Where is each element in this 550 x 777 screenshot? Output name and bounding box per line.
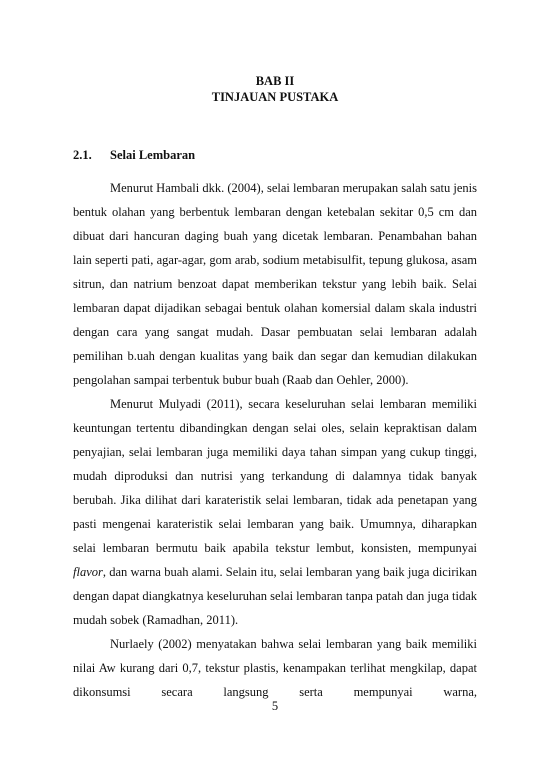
chapter-label: BAB II [255,74,295,88]
section-heading [73,147,195,163]
chapter-heading [0,73,550,105]
paragraph-text: Menurut Mulyadi (2011), secara keseluruhan selai lembaran memiliki keuntungan tertentu dibandingkan dengan selai oles, selain kepraktisan dalam penyajian, selai lembaran juga memiliki daya tahan simpan yang cukup tinggi, mudah diproduksi dan nutrisi yang terkandung di dalamnya tidak banyak berubah. Jika dilihat dari karateristik selai lembaran, tidak ada penetapan yang pasti mengenai karateristik selai lembaran yang baik. Umumnya, diharapkan selai lembaran bermutu baik apabila tekstur lembut, konsisten, mempunyai [73,397,477,555]
chapter-title: TINJAUAN PUSTAKA [211,90,339,104]
paragraph-text: Nurlaely (2002) menyatakan bahwa selai lembaran yang baik memiliki nilai Aw kurang dari 0,7, tekstur plastis, kenampakan terlihat mengkilap, dapat dikonsumsi secara langsung serta mempunyai warna, [73,637,477,699]
paragraph-2 [73,392,477,632]
paragraph-1 [73,176,477,392]
section-number: 2.1. [73,148,92,162]
section-title: Selai Lembaran [110,148,196,162]
page-number: 5 [271,699,279,713]
italic-term: flavor [73,565,103,579]
body-text [73,176,477,704]
paragraph-text: Menurut Hambali dkk. (2004), selai lembaran merupakan salah satu jenis bentuk olahan yang berbentuk lembaran dengan ketebalan sekitar 0,5 cm dan dibuat dari hancuran daging buah yang dicetak lembaran. Penambahan bahan lain seperti pati, agar-agar, gom arab, sodium metabisulfit, tepung glukosa, asam sitrun, dan natrium benzoat dapat memberikan tekstur yang lebih baik. Selai lembaran dapat dijadikan sebagai bentuk olahan komersial dalam skala industri dengan cara yang sangat mudah. Dasar pembuatan selai lembaran adalah pemilihan b.uah dengan kualitas yang baik dan segar dan kemudian dilakukan pengolahan sampai terbentuk bubur buah (Raab dan Oehler, 2000). [73,181,477,387]
paragraph-text: , dan warna buah alami. Selain itu, selai lembaran yang baik juga dicirikan dengan dapat diangkatnya keseluruhan selai lembaran tanpa patah dan juga tidak mudah sobek (Ramadhan, 2011). [73,565,478,627]
paragraph-3 [73,632,477,704]
